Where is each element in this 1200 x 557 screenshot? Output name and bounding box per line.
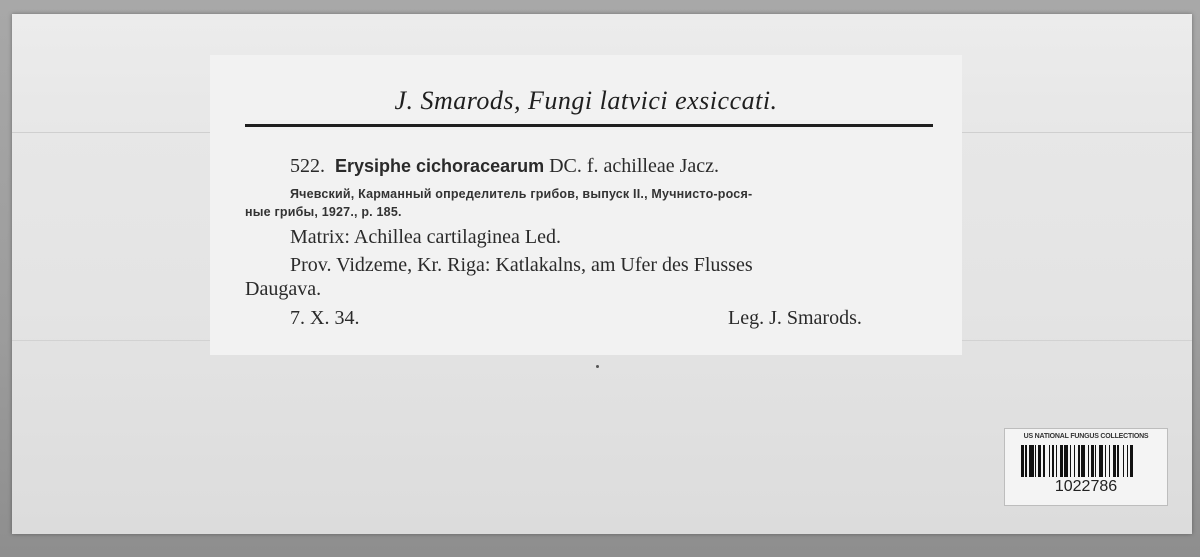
paper-speck xyxy=(596,365,599,368)
exsiccata-number: 522. xyxy=(290,155,325,177)
taxon-authority: DC. f. achilleae Jacz. xyxy=(549,155,720,177)
barcode-bars xyxy=(1021,445,1153,477)
header-rule xyxy=(245,124,933,127)
barcode-label xyxy=(1004,428,1168,506)
barcode-organization: US NATIONAL FUNGUS COLLECTIONS xyxy=(1023,433,1149,440)
barcode-stripe xyxy=(1133,445,1136,477)
matrix-line: Matrix: Achillea cartilaginea Led. xyxy=(290,226,561,248)
barcode-number: 1022786 xyxy=(1054,478,1118,495)
reference-line-1: Ячевский, Карманный определитель грибов, выпуск II., Мучнисто-рося- xyxy=(290,187,753,201)
label-header: J. Smarods, Fungi latvici exsiccati. xyxy=(394,86,778,115)
taxon-line xyxy=(290,155,719,178)
provenance-line-1: Prov. Vidzeme, Kr. Riga: Katlakalns, am Ufer des Flusses xyxy=(290,254,753,276)
collection-date: 7. X. 34. xyxy=(290,307,360,329)
reference-line-2: ные грибы, 1927., p. 185. xyxy=(245,205,402,219)
taxon-name: Erysiphe cichoracearum xyxy=(335,156,545,176)
provenance-line-2: Daugava. xyxy=(245,278,322,300)
collector-line: Leg. J. Smarods. xyxy=(728,307,862,329)
